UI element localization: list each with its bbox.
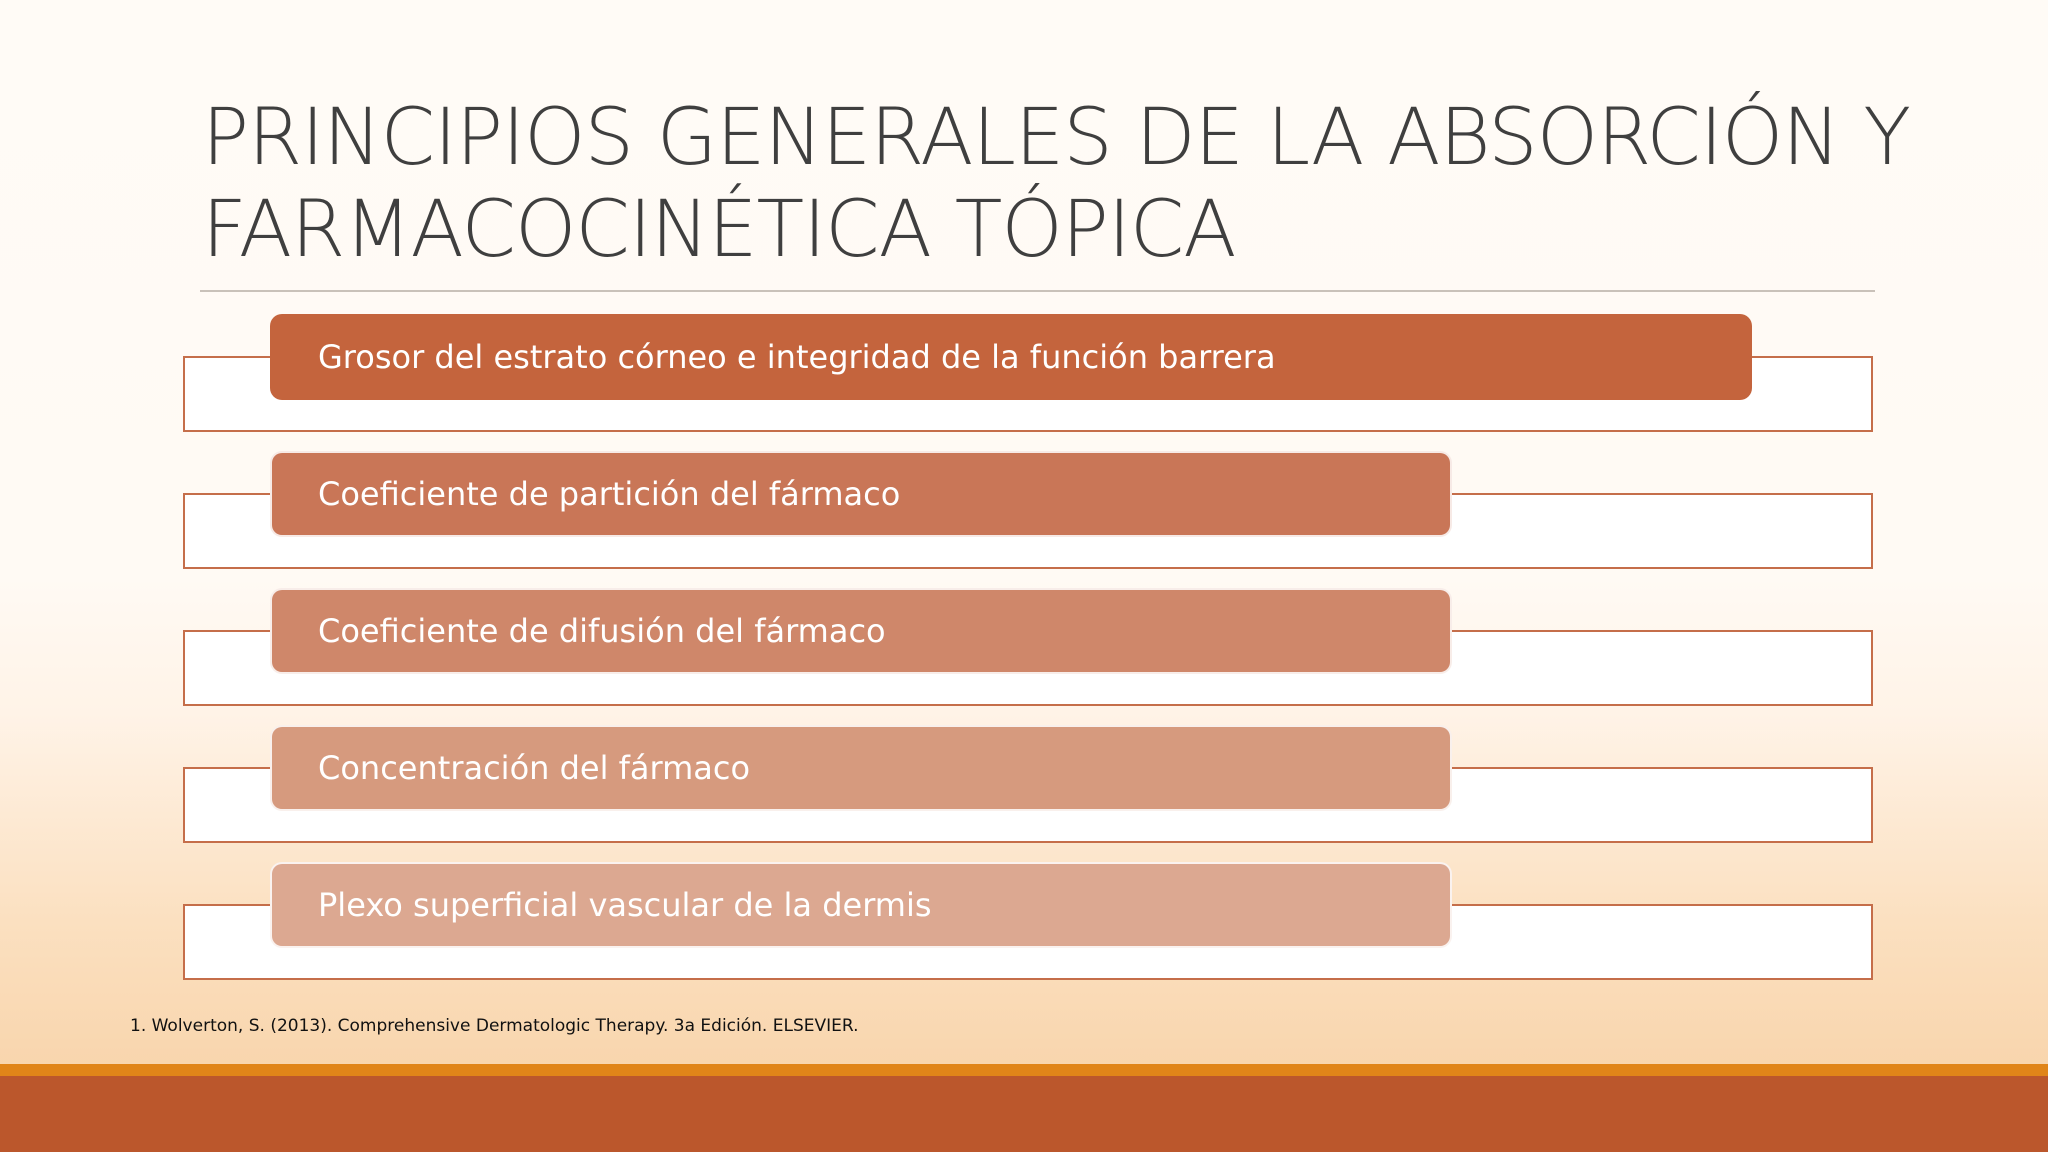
list-item-pill bbox=[270, 451, 1452, 537]
reference-citation: 1. Wolverton, S. (2013). Comprehensive Dermatologic Therapy. 3a Edición. ELSEVIER. bbox=[130, 1016, 859, 1036]
footer-band bbox=[0, 1076, 2048, 1152]
slide-title bbox=[202, 92, 1911, 276]
slide-title-line-2: FARMACOCINÉTICA TÓPICA bbox=[202, 185, 1236, 275]
list-item-label: Concentración del fármaco bbox=[318, 749, 751, 787]
title-divider bbox=[200, 290, 1875, 292]
list-item-label: Coeficiente de partición del fármaco bbox=[318, 475, 901, 513]
slide-title-line-1: PRINCIPIOS GENERALES DE LA ABSORCIÓN Y bbox=[202, 93, 1911, 183]
footer-accent-band bbox=[0, 1064, 2048, 1076]
list-item-pill bbox=[270, 314, 1752, 400]
list-item-pill bbox=[270, 725, 1452, 811]
list-item-label: Plexo superficial vascular de la dermis bbox=[318, 886, 932, 924]
list-item-label: Coeficiente de difusión del fármaco bbox=[318, 612, 886, 650]
list-item-pill bbox=[270, 588, 1452, 674]
list-item-label: Grosor del estrato córneo e integridad de la función barrera bbox=[318, 338, 1276, 376]
list-item-pill bbox=[270, 862, 1452, 948]
